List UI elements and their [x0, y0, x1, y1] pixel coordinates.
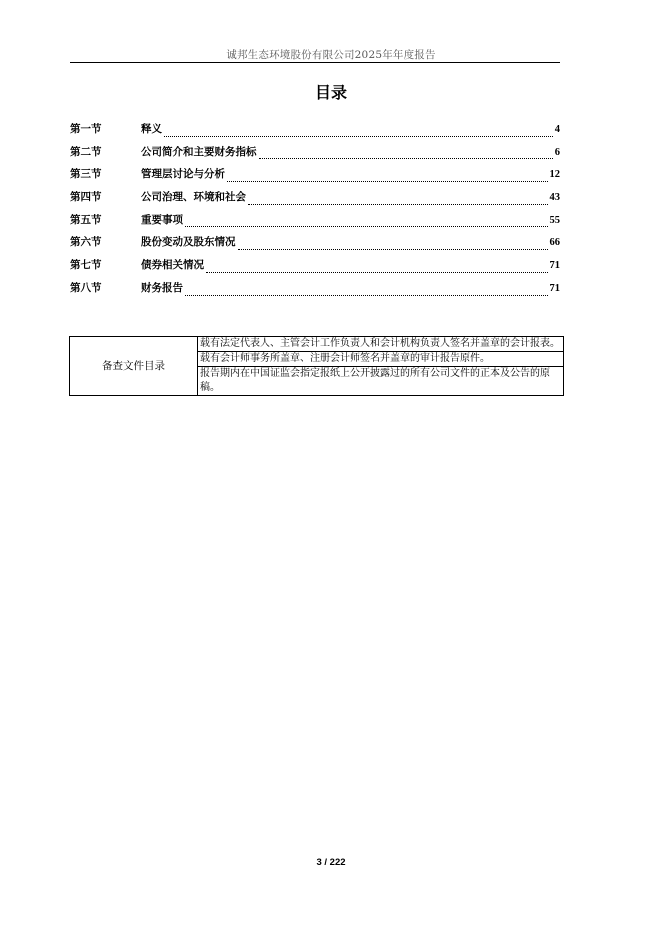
toc-dot-leader — [185, 226, 548, 227]
toc-section-name: 财务报告 — [141, 281, 183, 294]
toc-entry-3[interactable] — [70, 164, 560, 187]
toc-page-number: 6 — [554, 146, 560, 158]
toc-section-name: 释义 — [141, 123, 162, 135]
table-row — [70, 337, 564, 352]
toc-entry-6[interactable] — [70, 232, 560, 255]
toc-entry-7[interactable] — [70, 255, 560, 278]
toc-page-number: 55 — [549, 214, 560, 226]
reference-document-item: 载有会计师事务所盖章、注册会计师签名并盖章的审计报告原件。 — [198, 352, 564, 367]
toc-page-number: 12 — [549, 169, 560, 181]
toc-title: 目录 — [314, 83, 347, 102]
toc-entry-2[interactable] — [70, 142, 560, 165]
toc-section-name: 股份变动及股东情况 — [141, 236, 236, 249]
reference-documents-label: 备查文件目录 — [70, 337, 198, 396]
reference-document-item: 载有法定代表人、主管会计工作负责人和会计机构负责人签名并盖章的会计报表。 — [198, 337, 564, 352]
header-divider — [70, 62, 560, 63]
reference-documents-table — [69, 336, 564, 396]
toc-section-number: 第六节 — [70, 236, 102, 249]
toc-dot-leader — [227, 181, 548, 182]
toc-section-name: 重要事项 — [141, 213, 183, 226]
toc-section-number: 第一节 — [70, 123, 102, 135]
toc-page-number: 4 — [554, 124, 560, 135]
toc-page-number: 71 — [549, 260, 560, 272]
toc-dot-leader — [248, 204, 548, 205]
toc-page-number: 43 — [549, 192, 560, 204]
reference-document-item: 报告期内在中国证监会指定报纸上公开披露过的所有公司文件的正本及公告的原稿。 — [198, 367, 564, 396]
toc-entry-1[interactable] — [70, 119, 560, 142]
report-header-title: 诚邦生态环境股份有限公司2025年年度报告 — [226, 49, 436, 61]
toc-dot-leader — [259, 158, 553, 159]
toc-entry-4[interactable] — [70, 187, 560, 210]
toc-dot-leader — [185, 295, 548, 296]
toc-dot-leader — [238, 249, 548, 250]
toc-dot-leader — [206, 272, 548, 273]
toc-section-number: 第四节 — [70, 191, 102, 204]
toc-section-name: 债券相关情况 — [141, 259, 204, 272]
toc-section-number: 第七节 — [70, 259, 102, 272]
toc-section-number: 第八节 — [70, 281, 102, 294]
page-number: 3 / 222 — [316, 857, 346, 868]
toc-page-number: 71 — [549, 282, 560, 294]
toc-entry-8[interactable] — [70, 278, 560, 301]
toc-entry-5[interactable] — [70, 210, 560, 233]
table-of-contents — [70, 119, 560, 301]
toc-section-name: 公司治理、环境和社会 — [141, 191, 246, 204]
toc-section-number: 第五节 — [70, 213, 102, 226]
toc-section-number: 第三节 — [70, 168, 102, 181]
toc-page-number: 66 — [549, 237, 560, 249]
toc-dot-leader — [164, 136, 553, 137]
toc-section-name: 管理层讨论与分析 — [141, 168, 225, 181]
toc-section-name: 公司简介和主要财务指标 — [141, 145, 257, 158]
toc-section-number: 第二节 — [70, 145, 102, 158]
